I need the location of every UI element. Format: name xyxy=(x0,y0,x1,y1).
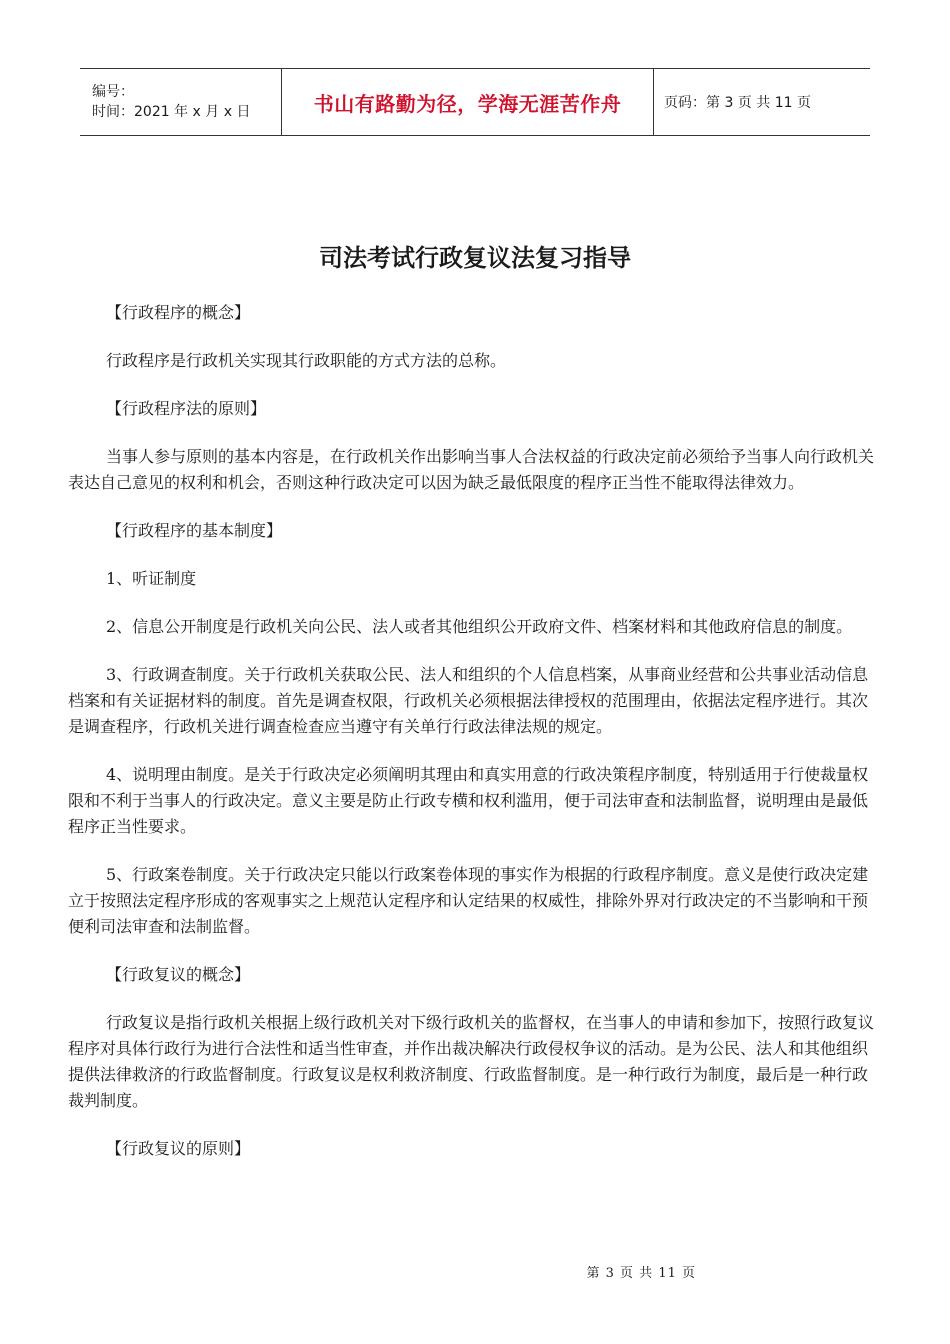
list-item: 4、说明理由制度。是关于行政决定必须阐明其理由和真实用意的行政决策程序制度，特别适用于行使裁量权限和不利于当事人的行政决定。意义主要是防止行政专横和权利滥用，便于司法审查和法制监督，说明理由是最低程序正当性要求。 xyxy=(68,765,869,836)
document-body xyxy=(68,300,876,1162)
page-footer: 第 3 页 共 11 页 xyxy=(586,1266,696,1281)
page-header xyxy=(80,68,870,136)
document-date: 时间：2021 年 x 月 x 日 xyxy=(92,104,251,120)
body-paragraph: 行政程序是行政机关实现其行政职能的方式方法的总称。 xyxy=(106,351,507,370)
section-heading: 【行政复议的原则】 xyxy=(106,1139,251,1158)
document-title: 司法考试行政复议法复习指导 xyxy=(319,244,631,272)
section-heading: 【行政程序的基本制度】 xyxy=(106,521,283,540)
header-page-info-cell xyxy=(654,69,870,135)
header-motto: 书山有路勤为径，学海无涯苦作舟 xyxy=(313,91,622,116)
list-item: 2、信息公开制度是行政机关向公民、法人或者其他组织公开政府文件、档案材料和其他政府信息的制度。 xyxy=(106,617,853,636)
list-item: 3、行政调查制度。关于行政机关获取公民、法人和组织的个人信息档案，从事商业经营和公共事业活动信息档案和有关证据材料的制度。首先是调查权限，行政机关必须根据法律授权的范围理由，依据法定程序进行。其次是调查程序，行政机关进行调查检查应当遵守有关单行行政法律法规的规定。 xyxy=(68,665,869,736)
section-heading: 【行政程序法的原则】 xyxy=(106,399,267,418)
document-number-label: 编号： xyxy=(92,84,134,100)
list-item: 1、听证制度 xyxy=(106,569,197,588)
body-paragraph: 当事人参与原则的基本内容是，在行政机关作出影响当事人合法权益的行政决定前必须给予当事人向行政机关表达自己意见的权利和机会，否则这种行政决定可以因为缺乏最低限度的程序正当性不能取得法律效力。 xyxy=(68,447,875,492)
list-item: 5、行政案卷制度。关于行政决定只能以行政案卷体现的事实作为根据的行政程序制度。意义是使行政决定建立于按照法定程序形成的客观事实之上规范认定程序和认定结果的权威性，排除外界对行政决定的不当影响和干预便利司法审查和法制监督。 xyxy=(68,865,869,936)
section-heading: 【行政程序的概念】 xyxy=(106,303,251,322)
header-page-info: 页码：第 3 页 共 11 页 xyxy=(664,95,811,111)
header-meta xyxy=(80,69,282,135)
body-paragraph: 行政复议是指行政机关根据上级行政机关对下级行政机关的监督权，在当事人的申请和参加下，按照行政复议程序对具体行政行为进行合法性和适当性审查，并作出裁决解决行政侵权争议的活动。是为公民、法人和其他组织提供法律救济的行政监督制度。行政复议是权利救济制度、行政监督制度。是一种行政行为制度，最后是一种行政裁判制度。 xyxy=(68,1013,875,1110)
section-heading: 【行政复议的概念】 xyxy=(106,965,251,984)
header-motto-cell xyxy=(282,69,654,135)
